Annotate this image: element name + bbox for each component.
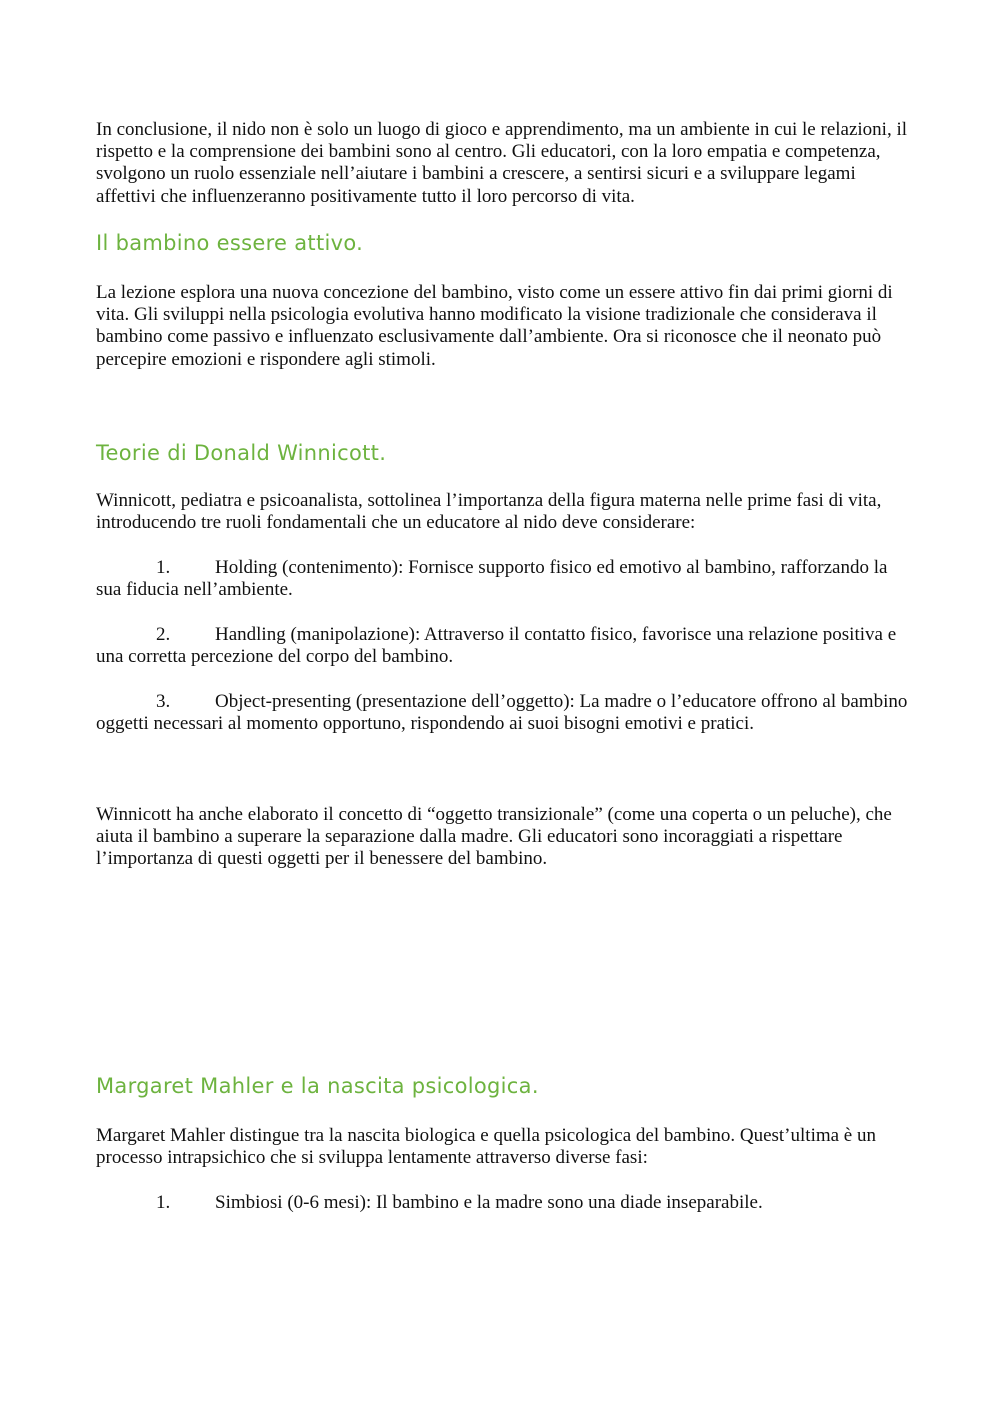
- section-paragraph-winnicott: Winnicott, pediatra e psicoanalista, sottolinea l’importanza della figura materna nelle prime fasi di vita, introducendo tre ruoli fondamentali che un educatore al nido deve considerare:: [96, 490, 882, 534]
- list-number: 1.: [156, 1192, 171, 1213]
- winnicott-closing-paragraph: Winnicott ha anche elaborato il concetto di “oggetto transizionale” (come una coperta o un peluche), che aiuta il bambino a superare la separazione dalla madre. Gli educatori sono incoraggiati a rispettare l’importanza di questi oggetti per il benessere del bambino.: [96, 804, 892, 870]
- section-paragraph-mahler: Margaret Mahler distingue tra la nascita biologica e quella psicologica del bambino. Quest’ultima è un processo intrapsichico che si sviluppa lentamente attraverso diverse fasi:: [96, 1125, 876, 1169]
- list-number: 2.: [156, 624, 171, 645]
- list-item-object-presenting: [96, 691, 908, 735]
- intro-paragraph: In conclusione, il nido non è solo un luogo di gioco e apprendimento, ma un ambiente in cui le relazioni, il rispetto e la comprensione dei bambini sono al centro. Gli educatori, con la loro empatia e competenza, svolgono un ruolo essenziale nell’aiutare i bambini a crescere, a sentirsi sicuri e a sviluppare legami affettivi che influenzeranno positivamente tutto il loro percorso di vita.: [96, 119, 908, 207]
- list-text: Object-presenting (presentazione dell’oggetto): La madre o l’educatore offrono al bambino oggetti necessari al momento opportuno, rispondendo ai suoi bisogni emotivi e pratici.: [96, 691, 908, 735]
- list-item-handling: [96, 624, 908, 668]
- list-text: Simbiosi (0-6 mesi): Il bambino e la madre sono una diade inseparabile.: [215, 1192, 763, 1213]
- list-text: Handling (manipolazione): Attraverso il contatto fisico, favorisce una relazione positiva e una corretta percezione del corpo del bambino.: [96, 624, 897, 668]
- list-number: 1.: [156, 557, 171, 578]
- list-text: Holding (contenimento): Fornisce supporto fisico ed emotivo al bambino, rafforzando la sua fiducia nell’ambiente.: [96, 557, 888, 601]
- section-heading-winnicott: Teorie di Donald Winnicott.: [96, 441, 387, 465]
- list-number: 3.: [156, 691, 171, 712]
- section-paragraph-bambino-attivo: La lezione esplora una nuova concezione del bambino, visto come un essere attivo fin dai primi giorni di vita. Gli sviluppi nella psicologia evolutiva hanno modificato la visione tradizionale che considerava il bambino come passivo e influenzato esclusivamente dall’ambiente. Ora si riconosce che il neonato può percepire emozioni e rispondere agli stimoli.: [96, 282, 893, 370]
- section-heading-bambino-attivo: Il bambino essere attivo.: [96, 231, 364, 255]
- section-heading-mahler: Margaret Mahler e la nascita psicologica.: [96, 1074, 539, 1098]
- list-item-simbiosi: [96, 1192, 908, 1214]
- list-item-holding: [96, 557, 908, 601]
